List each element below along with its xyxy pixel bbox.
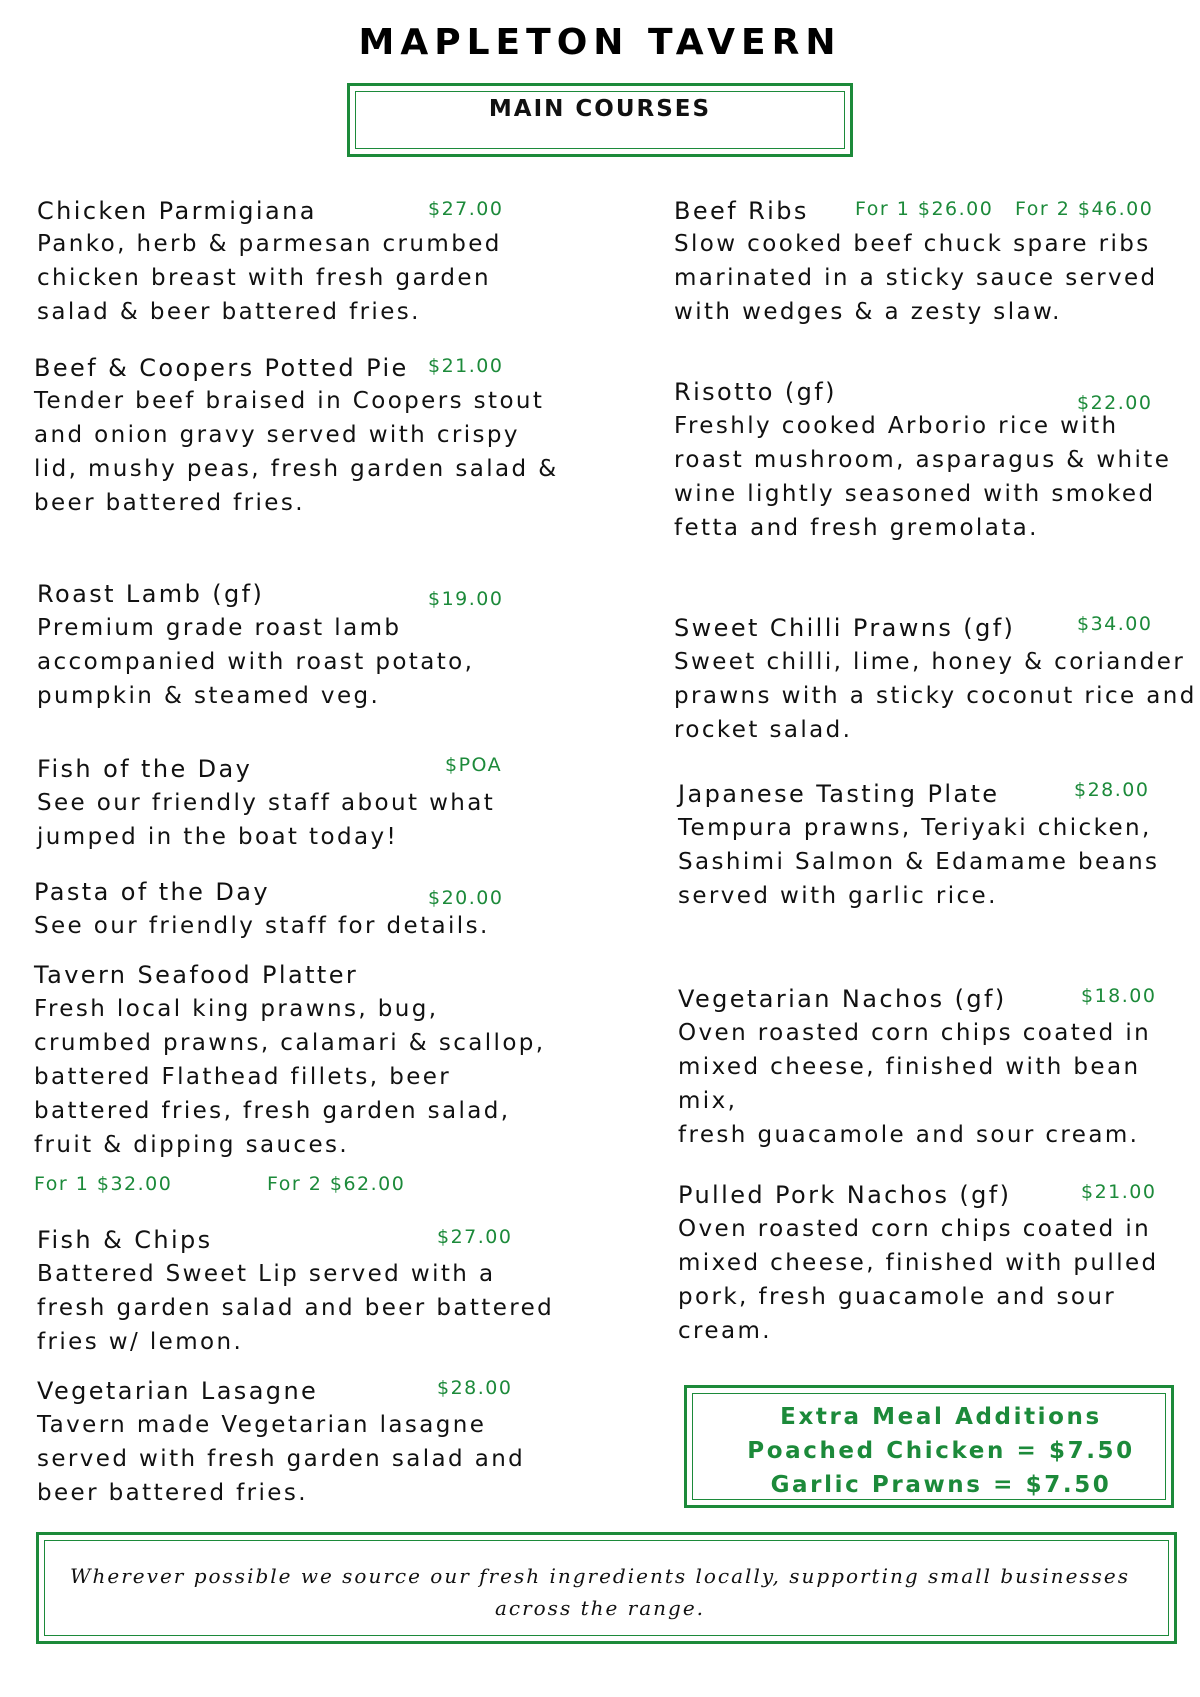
menu-item-name: Japanese Tasting Plate bbox=[678, 780, 1000, 808]
extras-line: Garlic Prawns = $7.50 bbox=[770, 1472, 1112, 1498]
menu-item-price-for-2: For 2 $62.00 bbox=[267, 1173, 406, 1195]
menu-item-description: Tempura prawns, Teriyaki chicken, Sashimi Salmon & Edamame beans served with garlic rice. bbox=[678, 815, 1160, 909]
menu-item-description: Tender beef braised in Coopers stout and onion gravy served with crispy lid, mushy peas, fresh garden salad & beer battered fries. bbox=[34, 388, 559, 516]
extras-panel bbox=[696, 1400, 1186, 1502]
menu-item-price: $POA bbox=[445, 754, 503, 776]
menu-item-name: Pasta of the Day bbox=[34, 878, 270, 906]
menu-item-description: Oven roasted corn chips coated in mixed cheese, finished with bean mix, fresh guacamole and sour cream. bbox=[678, 1020, 1152, 1148]
menu-item-description: See our friendly staff for details. bbox=[34, 913, 490, 939]
menu-item-price-for-1: For 1 $26.00 bbox=[855, 198, 994, 220]
menu-item-description: Premium grade roast lamb accompanied with roast potato, pumpkin & steamed veg. bbox=[37, 615, 475, 709]
menu-item-name: Fish & Chips bbox=[37, 1226, 213, 1254]
menu-item-price: $22.00 bbox=[1077, 392, 1153, 414]
menu-item-price: $18.00 bbox=[1081, 985, 1157, 1007]
menu-item-name: Chicken Parmigiana bbox=[37, 197, 317, 225]
menu-item-price-for-2: For 2 $46.00 bbox=[1015, 198, 1154, 220]
menu-item-description: Freshly cooked Arborio rice with roast mushroom, asparagus & white wine lightly seasoned with smoked fetta and fresh gremolata. bbox=[674, 413, 1172, 541]
footer-note: Wherever possible we source our fresh ingredients locally, supporting small businesses across the range. bbox=[69, 1564, 1131, 1620]
menu-item-description: See our friendly staff about what jumped in the boat today! bbox=[37, 790, 496, 850]
menu-item-name: Risotto (gf) bbox=[674, 378, 837, 406]
menu-item-price-for-1: For 1 $32.00 bbox=[34, 1173, 173, 1195]
menu-item-description: Panko, herb & parmesan crumbed chicken breast with fresh garden salad & beer battered fries. bbox=[37, 231, 502, 325]
section-title: MAIN COURSES bbox=[488, 96, 712, 122]
menu-item-description: Oven roasted corn chips coated in mixed cheese, finished with pulled pork, fresh guacamole and sour cream. bbox=[678, 1216, 1159, 1344]
menu-item-price: $34.00 bbox=[1077, 613, 1153, 635]
menu-item-price: $21.00 bbox=[428, 355, 504, 377]
menu-item-price: $27.00 bbox=[437, 1226, 513, 1248]
menu-item-name: Beef & Coopers Potted Pie bbox=[34, 354, 409, 382]
menu-item-description: Slow cooked beef chuck spare ribs marinated in a sticky sauce served with wedges & a zesty slaw. bbox=[674, 231, 1158, 325]
menu-item-name: Fish of the Day bbox=[37, 755, 253, 783]
menu-item-description: Sweet chilli, lime, honey & coriander prawns with a sticky coconut rice and rocket salad. bbox=[674, 649, 1197, 743]
menu-item-name: Vegetarian Nachos (gf) bbox=[678, 985, 1007, 1013]
menu-item-price: $28.00 bbox=[1074, 779, 1150, 801]
menu-item-price: $21.00 bbox=[1081, 1181, 1157, 1203]
menu-item-name: Sweet Chilli Prawns (gf) bbox=[674, 614, 1016, 642]
menu-item-name: Tavern Seafood Platter bbox=[34, 961, 359, 989]
menu-item-price: $27.00 bbox=[428, 198, 504, 220]
extras-line: Poached Chicken = $7.50 bbox=[747, 1438, 1135, 1464]
menu-item-description: Tavern made Vegetarian lasagne served with fresh garden salad and beer battered fries. bbox=[37, 1412, 526, 1506]
menu-item-name: Vegetarian Lasagne bbox=[37, 1377, 319, 1405]
menu-item-description: Fresh local king prawns, bug, crumbed prawns, calamari & scallop, battered Flathead fillets, beer battered fries, fresh garden salad, fruit & dipping sauces. bbox=[34, 996, 546, 1158]
menu-item-price: $28.00 bbox=[437, 1377, 513, 1399]
menu-item-name: Pulled Pork Nachos (gf) bbox=[678, 1181, 1012, 1209]
menu-item-description: Battered Sweet Lip served with a fresh garden salad and beer battered fries w/ lemon. bbox=[37, 1261, 555, 1355]
menu-item-price: $19.00 bbox=[428, 588, 504, 610]
menu-item-name: Roast Lamb (gf) bbox=[37, 580, 265, 608]
restaurant-name: MAPLETON TAVERN bbox=[358, 22, 842, 63]
menu-item-name: Beef Ribs bbox=[674, 197, 809, 225]
menu-item-price: $20.00 bbox=[428, 887, 504, 909]
extras-title: Extra Meal Additions bbox=[780, 1404, 1102, 1430]
